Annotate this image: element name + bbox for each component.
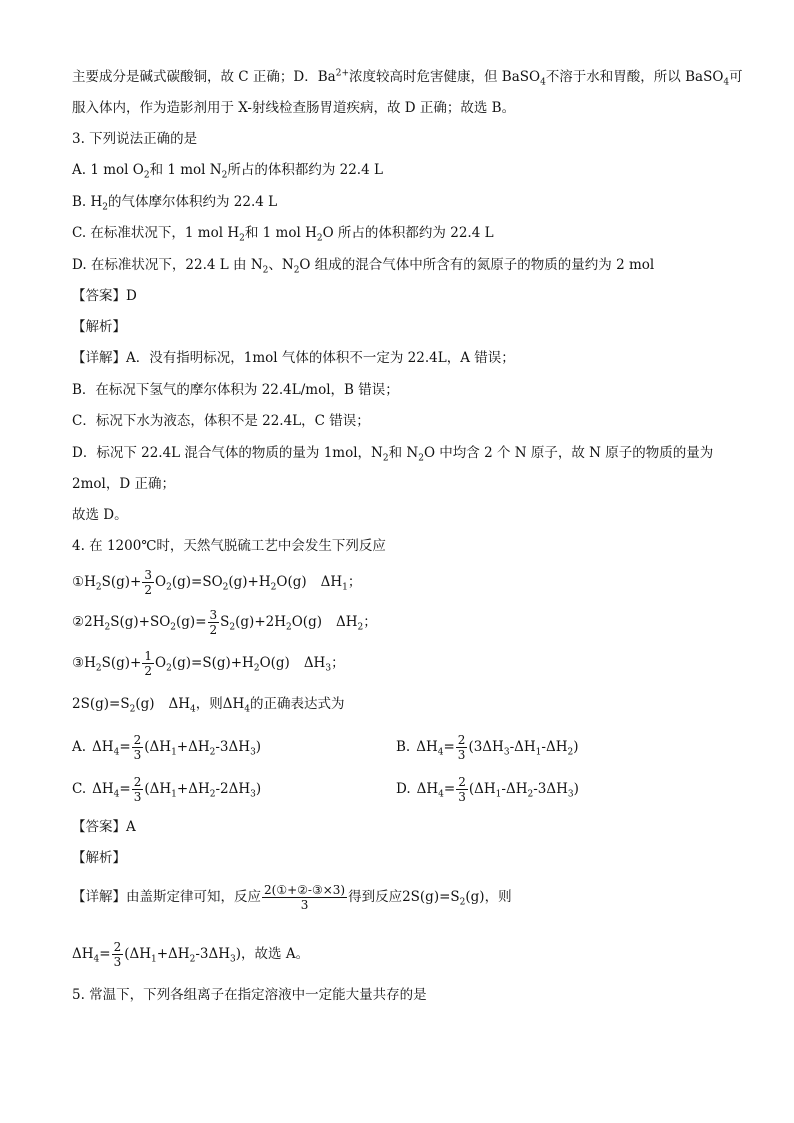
question-3-option-d: D. 在标准状况下，22.4 L 由 $N_2$、$N_2O$ 组成的混合气体中所含有的氮原子的物质的量约为 2 mol xyxy=(72,257,655,276)
detail-3-line: D．标况下 22.4L 混合气体的物质的量为 1mol，$N_2$和 $N_2O$ 中均含 2 个 N 原子，故 N 原子的物质的量为 xyxy=(72,445,714,464)
detail-3-line: 2mol，D 正确； xyxy=(72,476,175,492)
question-5-stem: 5. 常温下，下列各组离子在指定溶液中一定能大量共存的是 xyxy=(72,987,427,1003)
question-4-option-c: C. $\Delta H_4=$ $\frac{2}{3}$ $(\Delta H_1+\Delta H_2-2\Delta H_3)$ xyxy=(72,775,262,804)
analysis-3-heading: 【解析】 xyxy=(72,319,126,335)
detail-4-line: $\Delta H_4=$ $\frac{2}{3}$ $(\Delta H_1+\Delta H_2-3\Delta H_3)$，故选 A。 xyxy=(72,940,310,969)
text-line: 服入体内，作为造影剂用于 X-射线检查肠胃道疾病，故 D 正确；故选 B。 xyxy=(72,100,516,116)
question-4-stem: 4. 在 1200℃时，天然气脱硫工艺中会发生下列反应 xyxy=(72,538,386,554)
question-3-option-c: C. 在标准状况下，1 mol $H_2$和 1 mol $H_2O$ 所占的体积都约为 22.4 L xyxy=(72,225,494,244)
detail-3-line: 【详解】A．没有指明标况，1mol 气体的体积不一定为 22.4L，A 错误； xyxy=(72,350,515,366)
detail-3-line: B．在标况下氢气的摩尔体积为 22.4L/mol，B 错误； xyxy=(72,382,399,398)
answer-3: 【答案】D xyxy=(72,288,137,304)
detail-3-line: C．标况下水为液态，体积不是 22.4L，C 错误； xyxy=(72,413,370,429)
text-line: 主要成分是碱式碳酸铜，故 C 正确；D．$Ba^{2+}$浓度较高时危害健康，但 BaSO$_4$不溶于水和胃酸，所以 BaSO$_4$可 xyxy=(72,68,743,88)
answer-4: 【答案】A xyxy=(72,819,136,835)
reaction-1: $①H_2S(g)+$ $\frac{3}{2}$ $O_2(g)=SO_2(g)+H_2O(g)$ $\Delta H_1$； xyxy=(72,568,362,597)
question-4-option-b: B. $\Delta H_4=$ $\frac{2}{3}$ $(3\Delta H_3-\Delta H_1-\Delta H_2)$ xyxy=(396,733,579,762)
question-3-option-b: B. $H_2$的气体摩尔体积约为 22.4 L xyxy=(72,194,278,213)
question-4-option-d: D. $\Delta H_4=$ $\frac{2}{3}$ $(\Delta H_1-\Delta H_2-3\Delta H_3)$ xyxy=(396,775,579,804)
reaction-2: $②2H_2S(g)+SO_2(g)=$ $\frac{3}{2}$ $S_2(g)+2H_2O(g)$ $\Delta H_2$； xyxy=(72,608,377,637)
reaction-4: $2S(g)=S_2(g)$ $\Delta H_4$，则$\Delta H_4$的正确表达式为 xyxy=(72,696,345,715)
analysis-4-heading: 【解析】 xyxy=(72,850,126,866)
question-3-stem: 3. 下列说法正确的是 xyxy=(72,131,198,147)
reaction-3: $③H_2S(g)+$ $\frac{1}{2}$ $O_2(g)=S(g)+H_2O(g)$ $\Delta H_3$； xyxy=(72,649,345,678)
detail-3-conclusion: 故选 D。 xyxy=(72,507,128,523)
detail-4-line: 【详解】由盖斯定律可知，反应 $\frac{\text{2(①+②-③×3)}}{3}$ 得到反应$2S(g)=S_2(g)$，则 xyxy=(72,883,512,912)
question-4-option-a: A. $\Delta H_4=$ $\frac{2}{3}$ $(\Delta H_1+\Delta H_2-3\Delta H_3)$ xyxy=(72,733,262,762)
question-3-option-a: A. 1 mol $O_2$和 1 mol $N_2$所占的体积都约为 22.4 L xyxy=(72,162,383,181)
